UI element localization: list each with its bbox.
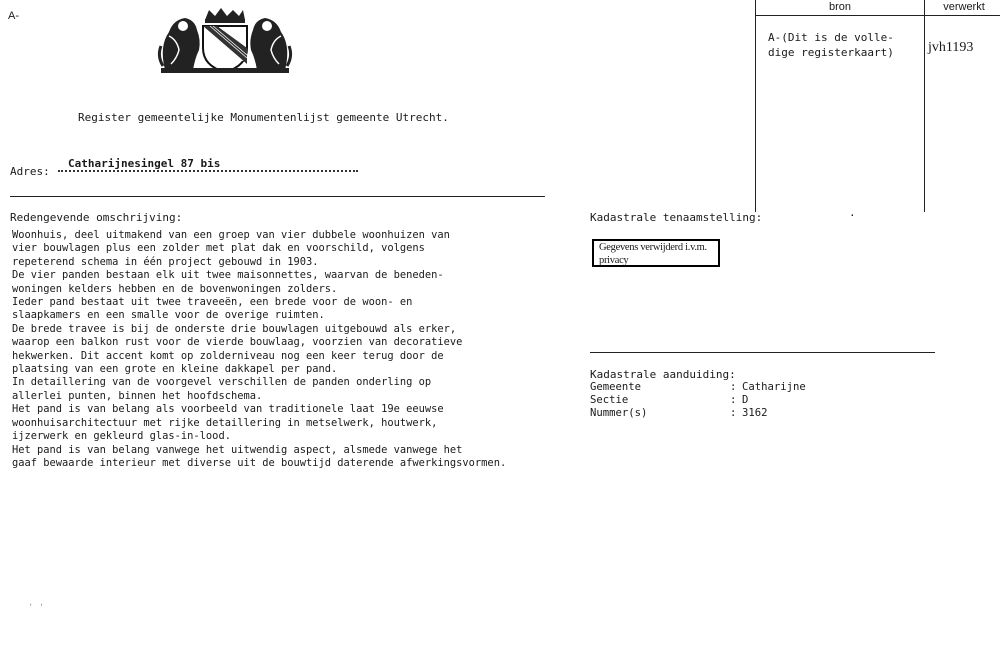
cadastral-label: Sectie <box>590 394 629 406</box>
colon: : <box>730 381 737 393</box>
register-title: Register gemeentelijke Monumentenlijst gemeente Utrecht. <box>78 111 449 124</box>
description-heading: Redengevende omschrijving: <box>10 211 183 224</box>
stray-dot: · <box>849 209 856 222</box>
divider-right <box>590 352 935 353</box>
cadastral-designation-heading: Kadastrale aanduiding: <box>590 368 736 381</box>
cadastral-label: Gemeente <box>590 381 642 393</box>
table-border-middle <box>924 0 925 212</box>
table-header-rule <box>755 15 1000 16</box>
address-label: Adres: <box>10 165 50 178</box>
cadastral-label: Nummer(s) <box>590 407 648 419</box>
colon: : <box>730 394 737 406</box>
privacy-notice-box: Gegevens verwijderd i.v.m. privacy <box>592 239 720 267</box>
coat-of-arms-icon <box>155 6 295 74</box>
bron-value: A-(Dit is de volle- dige registerkaart) <box>768 31 894 59</box>
cadastral-row-gemeente <box>590 381 806 393</box>
cadastral-row-sectie <box>590 394 748 406</box>
corner-code: A- <box>8 10 19 22</box>
divider-left <box>10 196 545 197</box>
address-dotted-line <box>58 168 358 172</box>
column-header-verwerkt: verwerkt <box>943 1 985 13</box>
cadastral-value: Catharijne <box>742 381 806 393</box>
table-border-left <box>755 0 756 212</box>
scan-artifact: ' ' <box>28 603 45 613</box>
cadastral-owner-heading: Kadastrale tenaamstelling: <box>590 211 763 224</box>
colon: : <box>730 407 737 419</box>
cadastral-value: D <box>742 394 749 406</box>
cadastral-value: 3162 <box>742 407 768 419</box>
column-header-bron: bron <box>828 1 852 13</box>
cadastral-row-nummers <box>590 407 768 419</box>
description-body: Woonhuis, deel uitmakend van een groep van vier dubbele woonhuizen van vier bouwlagen plus een zolder met plat dak en voorschild, volgens repeterend schema in één project gebouwd in 1903. De vier panden bestaan elk uit twee maisonnettes, waarvan de beneden- woningen kelders hebben en de bovenwoningen zolders. Ieder pand bestaat uit twee traveeën, een brede voor de woon- en slaapkamers en een smalle voor de overige ruimten. De brede travee is bij de onderste drie bouwlagen uitgebouwd als erker, waarop een balkon rust voor de vierde bouwlaag, voorzien van decoratieve hekwerken. Dit accent komt op zolderniveau nog een keer terug door de plaatsing van een grote en kleine dakkapel per pand. In detaillering van de voorgevel verschillen de panden onderling op allerlei punten, binnen het hoofdschema. Het pand is van belang als voorbeeld van traditionele laat 19e eeuwse woonhuisarchitectuur met rijke detaillering in metselwerk, houtwerk, ijzerwerk en gekleurd glas-in-lood. Het pand is van belang vanwege het uitwendig aspect, alsmede vanwege het gaaf bewaarde interieur met diverse uit de bouwtijd daterende afwerkingsvormen. <box>12 229 507 469</box>
verwerkt-value: jvh1193 <box>928 40 974 55</box>
address-value: Catharijnesingel 87 bis <box>68 157 221 170</box>
